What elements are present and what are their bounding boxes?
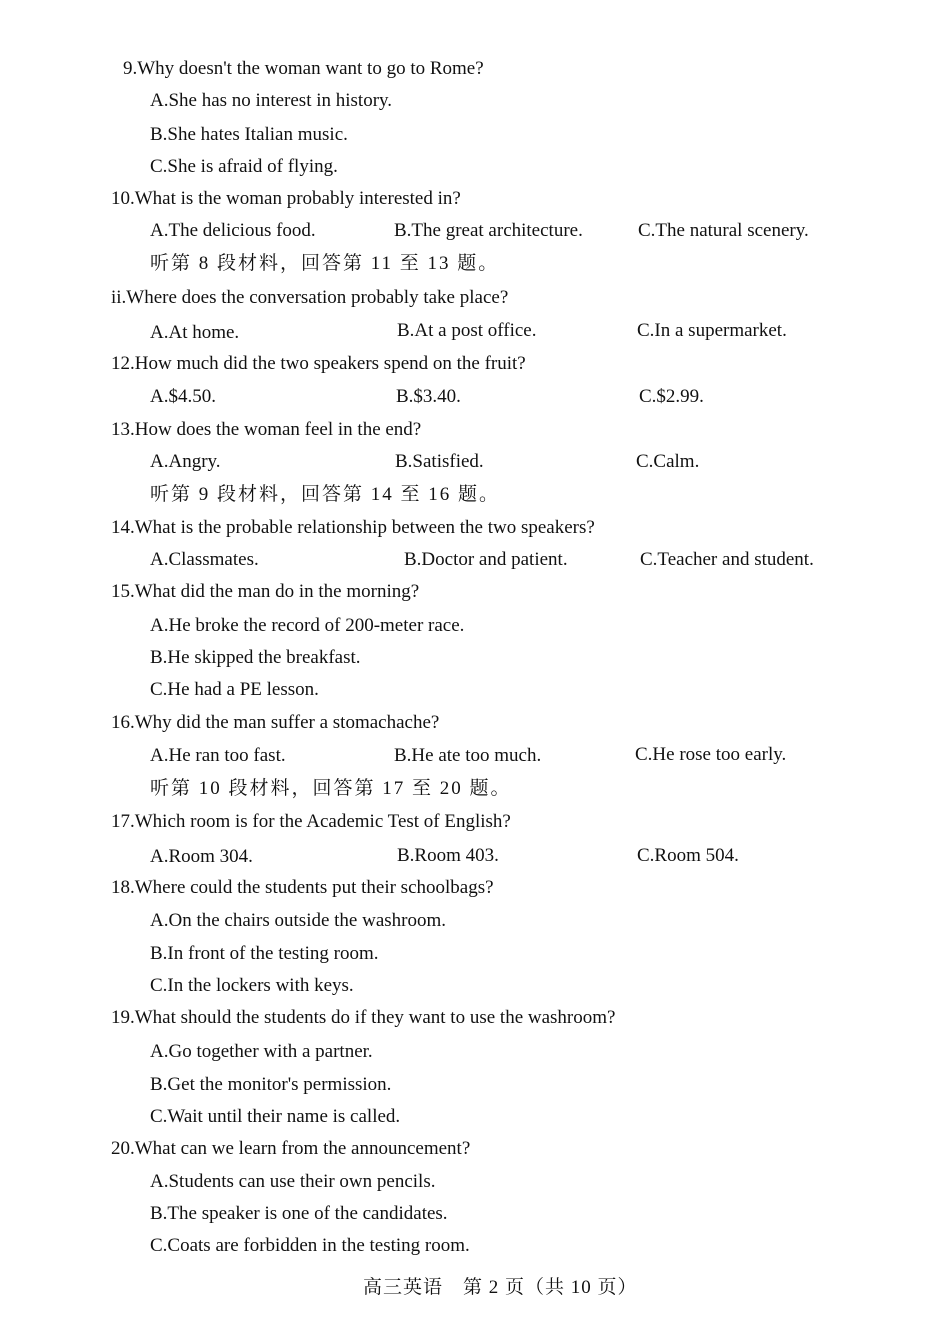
question-16-option-c: C.He rose too early. (635, 744, 787, 765)
question-17-option-b: B.Room 403. (397, 845, 499, 866)
question-15-option-c: C.He had a PE lesson. (150, 679, 319, 700)
question-12-option-c: C.$2.99. (639, 386, 704, 407)
section-10-instruction: 听第 10 段材料，回答第 17 至 20 题。 (150, 778, 512, 799)
question-15-option-a: A.He broke the record of 200-meter race. (150, 615, 465, 636)
question-9-option-a: A.She has no interest in history. (150, 90, 393, 111)
question-14-stem: 14.What is the probable relationship between the two speakers? (111, 517, 595, 538)
question-17-stem: 17.Which room is for the Academic Test of English? (111, 811, 511, 832)
question-15-stem: 15.What did the man do in the morning? (111, 581, 420, 602)
question-10-option-c: C.The natural scenery. (638, 220, 809, 241)
question-12-option-a: A.$4.50. (150, 386, 216, 407)
question-9-option-c: C.She is afraid of flying. (150, 156, 338, 177)
question-11-option-b: B.At a post office. (397, 320, 537, 341)
question-13-option-b: B.Satisfied. (395, 451, 484, 472)
question-10-option-a: A.The delicious food. (150, 220, 316, 241)
question-16-option-a: A.He ran too fast. (150, 745, 286, 766)
question-19-option-b: B.Get the monitor's permission. (150, 1074, 392, 1095)
question-13-stem: 13.How does the woman feel in the end? (111, 419, 422, 440)
question-18-option-b: B.In front of the testing room. (150, 943, 379, 964)
question-12-stem: 12.How much did the two speakers spend on the fruit? (111, 353, 526, 374)
question-11-option-a: A.At home. (150, 322, 240, 343)
question-10-stem: 10.What is the woman probably interested in? (111, 188, 461, 209)
question-17-option-a: A.Room 304. (150, 846, 253, 867)
question-20-option-c: C.Coats are forbidden in the testing room. (150, 1235, 470, 1256)
question-18-option-c: C.In the lockers with keys. (150, 975, 354, 996)
question-19-option-a: A.Go together with a partner. (150, 1041, 373, 1062)
question-19-stem: 19.What should the students do if they want to use the washroom? (111, 1007, 616, 1028)
question-15-option-b: B.He skipped the breakfast. (150, 647, 361, 668)
question-14-option-b: B.Doctor and patient. (404, 549, 568, 570)
question-9-option-b: B.She hates Italian music. (150, 124, 348, 145)
section-9-instruction: 听第 9 段材料，回答第 14 至 16 题。 (150, 484, 501, 505)
question-12-option-b: B.$3.40. (396, 386, 461, 407)
section-8-instruction: 听第 8 段材料，回答第 11 至 13 题。 (150, 253, 500, 274)
question-11-stem: ii.Where does the conversation probably take place? (111, 287, 509, 308)
question-16-option-b: B.He ate too much. (394, 745, 542, 766)
question-10-option-b: B.The great architecture. (394, 220, 583, 241)
question-11-option-c: C.In a supermarket. (637, 320, 787, 341)
question-20-option-b: B.The speaker is one of the candidates. (150, 1203, 448, 1224)
question-9-stem: 9.Why doesn't the woman want to go to Rome? (123, 58, 484, 79)
question-19-option-c: C.Wait until their name is called. (150, 1106, 401, 1127)
question-20-option-a: A.Students can use their own pencils. (150, 1171, 436, 1192)
question-20-stem: 20.What can we learn from the announcement? (111, 1138, 471, 1159)
question-16-stem: 16.Why did the man suffer a stomachache? (111, 712, 440, 733)
question-13-option-c: C.Calm. (636, 451, 700, 472)
question-13-option-a: A.Angry. (150, 451, 221, 472)
page-footer: 高三英语 第 2 页（共 10 页） (363, 1277, 638, 1298)
question-17-option-c: C.Room 504. (637, 845, 739, 866)
question-14-option-c: C.Teacher and student. (640, 549, 814, 570)
question-18-option-a: A.On the chairs outside the washroom. (150, 910, 447, 931)
question-18-stem: 18.Where could the students put their schoolbags? (111, 877, 494, 898)
question-14-option-a: A.Classmates. (150, 549, 259, 570)
